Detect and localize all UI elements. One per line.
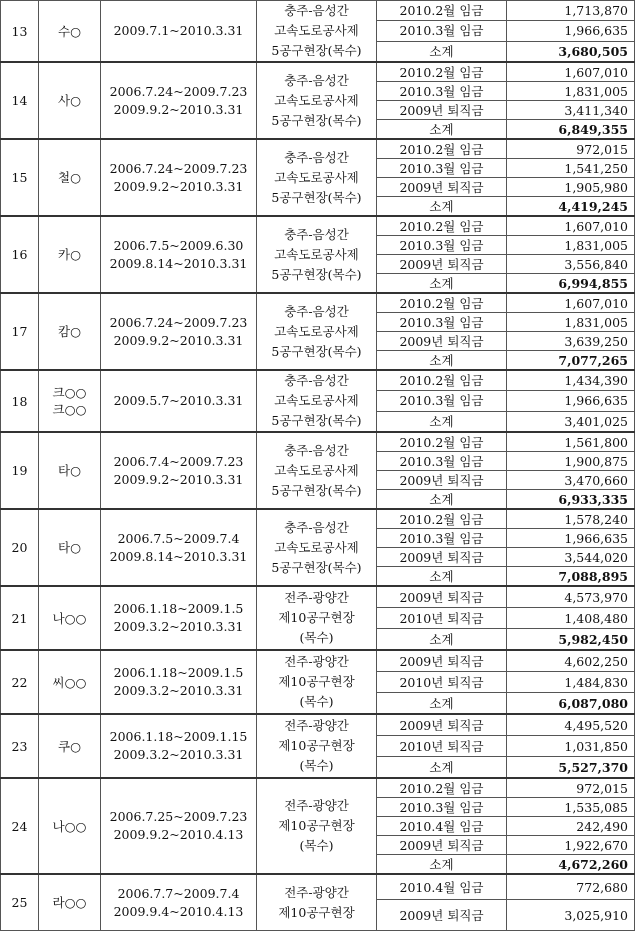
claim-item-label: 2010.3월 임금 [377, 159, 507, 178]
claim-item-label: 2010.3월 임금 [377, 82, 507, 101]
employment-period [101, 293, 257, 370]
employment-period-line: 2009.9.2~2010.3.31 [113, 178, 244, 194]
entry-number: 13 [1, 1, 39, 63]
claim-item-label: 2010.3월 임금 [377, 391, 507, 411]
table-row [1, 1, 635, 21]
subtotal-label: 소계 [377, 693, 507, 715]
worker-name [39, 432, 101, 509]
work-site-line: 고속도로공사제 [274, 462, 359, 478]
employment-period [101, 874, 257, 931]
subtotal-label: 소계 [377, 757, 507, 779]
subtotal-label: 소계 [377, 274, 507, 294]
work-site-line: 충주-음성간 [284, 442, 349, 458]
entry-number: 25 [1, 874, 39, 931]
worker-name-line: 사○ [58, 93, 81, 108]
work-site [257, 1, 377, 63]
claim-item-amount: 1,434,390 [507, 370, 635, 391]
claim-item-label: 2010.2월 임금 [377, 139, 507, 159]
work-site-line: 고속도로공사제 [274, 246, 359, 262]
claim-item-amount: 3,470,660 [507, 471, 635, 490]
worker-name [39, 650, 101, 714]
employment-period-line: 2006.7.24~2009.7.23 [109, 314, 248, 330]
employment-period-line: 2006.1.18~2009.1.5 [113, 601, 244, 616]
claim-item-amount: 1,831,005 [507, 313, 635, 332]
work-site-line: 고속도로공사제 [274, 323, 359, 339]
employment-period-line: 2006.7.5~2009.6.30 [113, 237, 244, 253]
claim-item-label: 2010.2월 임금 [377, 1, 507, 21]
employment-period-line: 2009.7.1~2010.3.31 [113, 23, 244, 38]
claim-item-label: 2010.4월 임금 [377, 874, 507, 900]
claim-item-label: 2010년 퇴직금 [377, 608, 507, 629]
claim-item-label: 2010.3월 임금 [377, 21, 507, 41]
subtotal-label: 소계 [377, 629, 507, 651]
worker-name-line: 크○○ [52, 402, 87, 417]
worker-name-line: 쿠○ [58, 738, 81, 754]
work-site [257, 62, 377, 139]
worker-name [39, 714, 101, 778]
work-site-line: 충주-음성간 [284, 519, 349, 535]
table-row [1, 778, 635, 798]
employment-period [101, 509, 257, 586]
claim-item-amount: 4,602,250 [507, 650, 635, 672]
table-row [1, 293, 635, 313]
work-site [257, 586, 377, 650]
worker-name-line: 타○ [58, 463, 81, 478]
entry-number: 24 [1, 778, 39, 874]
employment-period-line: 2006.1.18~2009.1.5 [113, 665, 244, 680]
work-site-line: 충주-음성간 [284, 303, 349, 319]
subtotal-amount: 3,401,025 [507, 411, 635, 432]
subtotal-amount: 4,672,260 [507, 855, 635, 875]
subtotal-amount: 6,087,080 [507, 693, 635, 715]
claim-item-amount: 1,535,085 [507, 798, 635, 817]
claim-item-label: 2009년 퇴직금 [377, 548, 507, 567]
entry-number: 18 [1, 370, 39, 432]
worker-name-line: 철○ [58, 170, 81, 185]
employment-period [101, 586, 257, 650]
claim-item-label: 2010.2월 임금 [377, 778, 507, 798]
subtotal-label: 소계 [377, 197, 507, 217]
subtotal-amount: 4,419,245 [507, 197, 635, 217]
work-site [257, 139, 377, 216]
entry-number: 14 [1, 62, 39, 139]
table-row [1, 370, 635, 391]
worker-name-line: 나○○ [52, 610, 87, 626]
worker-name [39, 216, 101, 293]
entry-number: 21 [1, 586, 39, 650]
work-site-line: 5공구현장(목수) [271, 266, 362, 282]
worker-name-line: 씨○○ [52, 674, 87, 690]
employment-period-line: 2009.3.2~2010.3.31 [113, 683, 244, 698]
work-site-line: 충주-음성간 [284, 149, 349, 165]
claim-item-amount: 1,966,635 [507, 391, 635, 411]
subtotal-label: 소계 [377, 120, 507, 140]
claim-item-label: 2009년 퇴직금 [377, 714, 507, 736]
claim-item-amount: 1,408,480 [507, 608, 635, 629]
table-row [1, 714, 635, 736]
entry-number: 22 [1, 650, 39, 714]
claim-item-amount: 3,556,840 [507, 255, 635, 274]
work-site-line: 5공구현장(목수) [271, 482, 362, 498]
work-site-line: 고속도로공사제 [274, 393, 359, 408]
work-site-line: 제10공구현장 [278, 610, 355, 625]
work-site-line: (목수) [299, 838, 334, 853]
claim-item-label: 2009년 퇴직금 [377, 586, 507, 608]
work-site-line: 제10공구현장 [278, 674, 355, 689]
claim-item-amount: 4,573,970 [507, 586, 635, 608]
claim-item-amount: 972,015 [507, 778, 635, 798]
subtotal-amount: 7,077,265 [507, 351, 635, 371]
claim-item-label: 2010.2월 임금 [377, 370, 507, 391]
employment-period-line: 2006.7.5~2009.7.4 [117, 530, 240, 546]
work-site-line: 고속도로공사제 [274, 539, 359, 555]
subtotal-amount: 5,527,370 [507, 757, 635, 779]
claim-item-label: 2010.2월 임금 [377, 509, 507, 529]
worker-name-line: 나○○ [52, 818, 87, 834]
claim-item-amount: 3,544,020 [507, 548, 635, 567]
claim-item-label: 2010.3월 임금 [377, 236, 507, 255]
worker-name [39, 139, 101, 216]
employment-period-line: 2009.9.2~2010.3.31 [113, 101, 244, 117]
work-site-line: 전주-광양간 [284, 718, 349, 733]
worker-name-line: 타○ [58, 540, 81, 555]
employment-period-line: 2009.3.2~2010.3.31 [113, 619, 244, 634]
claim-item-label: 2010.2월 임금 [377, 216, 507, 236]
employment-period [101, 216, 257, 293]
claim-item-label: 2009년 퇴직금 [377, 471, 507, 490]
claim-item-label: 2010.2월 임금 [377, 62, 507, 82]
table-row [1, 874, 635, 900]
claim-item-amount: 3,411,340 [507, 101, 635, 120]
work-site-line: (목수) [299, 630, 334, 645]
entry-number: 19 [1, 432, 39, 509]
worker-name-line: 카○ [58, 247, 81, 262]
work-site-line: 충주-음성간 [284, 373, 349, 388]
subtotal-label: 소계 [377, 855, 507, 875]
table-row [1, 432, 635, 452]
worker-name [39, 293, 101, 370]
worker-name-line: 수○ [58, 23, 81, 39]
worker-name [39, 778, 101, 874]
table-row [1, 216, 635, 236]
entry-number: 20 [1, 509, 39, 586]
claim-item-label: 2010.3월 임금 [377, 452, 507, 471]
work-site-line: 5공구현장(목수) [271, 413, 362, 428]
work-site [257, 432, 377, 509]
worker-name [39, 1, 101, 63]
claim-item-amount: 1,541,250 [507, 159, 635, 178]
claim-item-label: 2010.2월 임금 [377, 432, 507, 452]
claim-item-label: 2009년 퇴직금 [377, 101, 507, 120]
claim-item-amount: 972,015 [507, 139, 635, 159]
employment-period-line: 2009.3.2~2010.3.31 [113, 747, 244, 762]
work-site-line: 제10공구현장 [278, 904, 355, 920]
employment-period [101, 1, 257, 63]
worker-name [39, 586, 101, 650]
work-site-line: 5공구현장(목수) [271, 189, 362, 205]
table-body [1, 1, 635, 931]
subtotal-amount: 6,994,855 [507, 274, 635, 294]
entry-number: 23 [1, 714, 39, 778]
claim-item-label: 2010.3월 임금 [377, 798, 507, 817]
claim-item-label: 2010.3월 임금 [377, 313, 507, 332]
entry-number: 17 [1, 293, 39, 370]
claim-item-amount: 1,031,850 [507, 736, 635, 757]
claim-item-amount: 1,607,010 [507, 293, 635, 313]
worker-name [39, 62, 101, 139]
claim-item-amount: 1,922,670 [507, 836, 635, 855]
employment-period-line: 2006.7.25~2009.7.23 [109, 809, 248, 824]
work-site-line: 전주-광양간 [284, 654, 349, 669]
subtotal-label: 소계 [377, 41, 507, 62]
work-site [257, 874, 377, 931]
work-site-line: 고속도로공사제 [274, 169, 359, 185]
subtotal-amount: 6,933,335 [507, 490, 635, 510]
work-site-line: 5공구현장(목수) [271, 343, 362, 359]
work-site [257, 293, 377, 370]
claim-item-amount: 1,484,830 [507, 672, 635, 693]
claim-item-amount: 1,561,800 [507, 432, 635, 452]
work-site-line: 충주-음성간 [284, 226, 349, 242]
subtotal-label: 소계 [377, 351, 507, 371]
employment-period-line: 2009.5.7~2010.3.31 [113, 393, 244, 408]
subtotal-label: 소계 [377, 490, 507, 510]
work-site [257, 509, 377, 586]
entry-number: 16 [1, 216, 39, 293]
employment-period [101, 432, 257, 509]
work-site-line: 고속도로공사제 [274, 92, 359, 108]
employment-period-line: 2006.7.24~2009.7.23 [109, 83, 248, 99]
employment-period [101, 650, 257, 714]
claim-item-amount: 1,578,240 [507, 509, 635, 529]
subtotal-amount: 6,849,355 [507, 120, 635, 140]
claim-item-label: 2009년 퇴직금 [377, 836, 507, 855]
claim-item-amount: 1,831,005 [507, 236, 635, 255]
claim-item-amount: 1,713,870 [507, 1, 635, 21]
work-site [257, 650, 377, 714]
employment-period-line: 2006.7.7~2009.7.4 [117, 885, 240, 901]
employment-period [101, 714, 257, 778]
table-row [1, 509, 635, 529]
work-site-line: 제10공구현장 [278, 818, 355, 833]
table-row [1, 586, 635, 608]
worker-name-line: 크○○ [52, 385, 87, 400]
claim-item-label: 2010.3월 임금 [377, 529, 507, 548]
employment-period-line: 2009.9.2~2010.3.31 [113, 471, 244, 487]
claim-item-label: 2010.2월 임금 [377, 293, 507, 313]
worker-name [39, 370, 101, 432]
entry-number: 15 [1, 139, 39, 216]
employment-period-line: 2006.7.24~2009.7.23 [109, 160, 248, 176]
subtotal-label: 소계 [377, 567, 507, 587]
work-site-line: 고속도로공사제 [274, 23, 359, 38]
claim-item-label: 2009년 퇴직금 [377, 332, 507, 351]
work-site-line: 5공구현장(목수) [271, 559, 362, 575]
claim-item-amount: 1,900,875 [507, 452, 635, 471]
claim-item-label: 2009년 퇴직금 [377, 900, 507, 931]
work-site-line: 전주-광양간 [284, 798, 349, 813]
work-site-line: 제10공구현장 [278, 738, 355, 753]
claim-item-amount: 772,680 [507, 874, 635, 900]
work-site [257, 714, 377, 778]
employment-period [101, 370, 257, 432]
subtotal-amount: 3,680,505 [507, 41, 635, 62]
work-site [257, 778, 377, 874]
work-site-line: (목수) [299, 758, 334, 773]
work-site-line: 전주-광양간 [284, 884, 349, 900]
claim-item-amount: 1,607,010 [507, 62, 635, 82]
claim-item-amount: 3,025,910 [507, 900, 635, 931]
claim-item-amount: 1,966,635 [507, 21, 635, 41]
claim-item-amount: 242,490 [507, 817, 635, 836]
claim-item-amount: 1,905,980 [507, 178, 635, 197]
claim-item-amount: 1,607,010 [507, 216, 635, 236]
employment-period-line: 2009.9.2~2010.4.13 [113, 827, 244, 842]
claim-item-label: 2010년 퇴직금 [377, 672, 507, 693]
claim-item-amount: 3,639,250 [507, 332, 635, 351]
claim-item-label: 2009년 퇴직금 [377, 650, 507, 672]
employment-period [101, 778, 257, 874]
claim-item-amount: 1,966,635 [507, 529, 635, 548]
employment-period-line: 2009.9.2~2010.3.31 [113, 332, 244, 348]
work-site-line: 충주-음성간 [284, 3, 349, 18]
work-site [257, 370, 377, 432]
employment-period [101, 62, 257, 139]
worker-name [39, 509, 101, 586]
claim-item-label: 2010년 퇴직금 [377, 736, 507, 757]
claim-item-label: 2009년 퇴직금 [377, 255, 507, 274]
work-site-line: 5공구현장(목수) [271, 43, 362, 58]
work-site-line: 전주-광양간 [284, 590, 349, 605]
employment-period-line: 2009.9.4~2010.4.13 [113, 903, 244, 919]
subtotal-label: 소계 [377, 411, 507, 432]
employment-period-line: 2009.8.14~2010.3.31 [109, 548, 248, 564]
claim-item-label: 2010.4월 임금 [377, 817, 507, 836]
work-site-line: (목수) [299, 694, 334, 709]
employment-period-line: 2009.8.14~2010.3.31 [109, 255, 248, 271]
worker-name-line: 라○○ [52, 895, 87, 910]
claim-item-label: 2009년 퇴직금 [377, 178, 507, 197]
subtotal-amount: 7,088,895 [507, 567, 635, 587]
table-row [1, 139, 635, 159]
subtotal-amount: 5,982,450 [507, 629, 635, 651]
claim-item-amount: 4,495,520 [507, 714, 635, 736]
work-site-line: 5공구현장(목수) [271, 112, 362, 128]
table-row [1, 62, 635, 82]
claim-item-amount: 1,831,005 [507, 82, 635, 101]
work-site-line: 충주-음성간 [284, 72, 349, 88]
worker-name [39, 874, 101, 931]
table-row [1, 650, 635, 672]
worker-name-line: 캄○ [58, 324, 81, 339]
work-site [257, 216, 377, 293]
employment-period [101, 139, 257, 216]
employment-period-line: 2006.1.18~2009.1.15 [109, 729, 248, 744]
employment-period-line: 2006.7.4~2009.7.23 [113, 453, 244, 469]
